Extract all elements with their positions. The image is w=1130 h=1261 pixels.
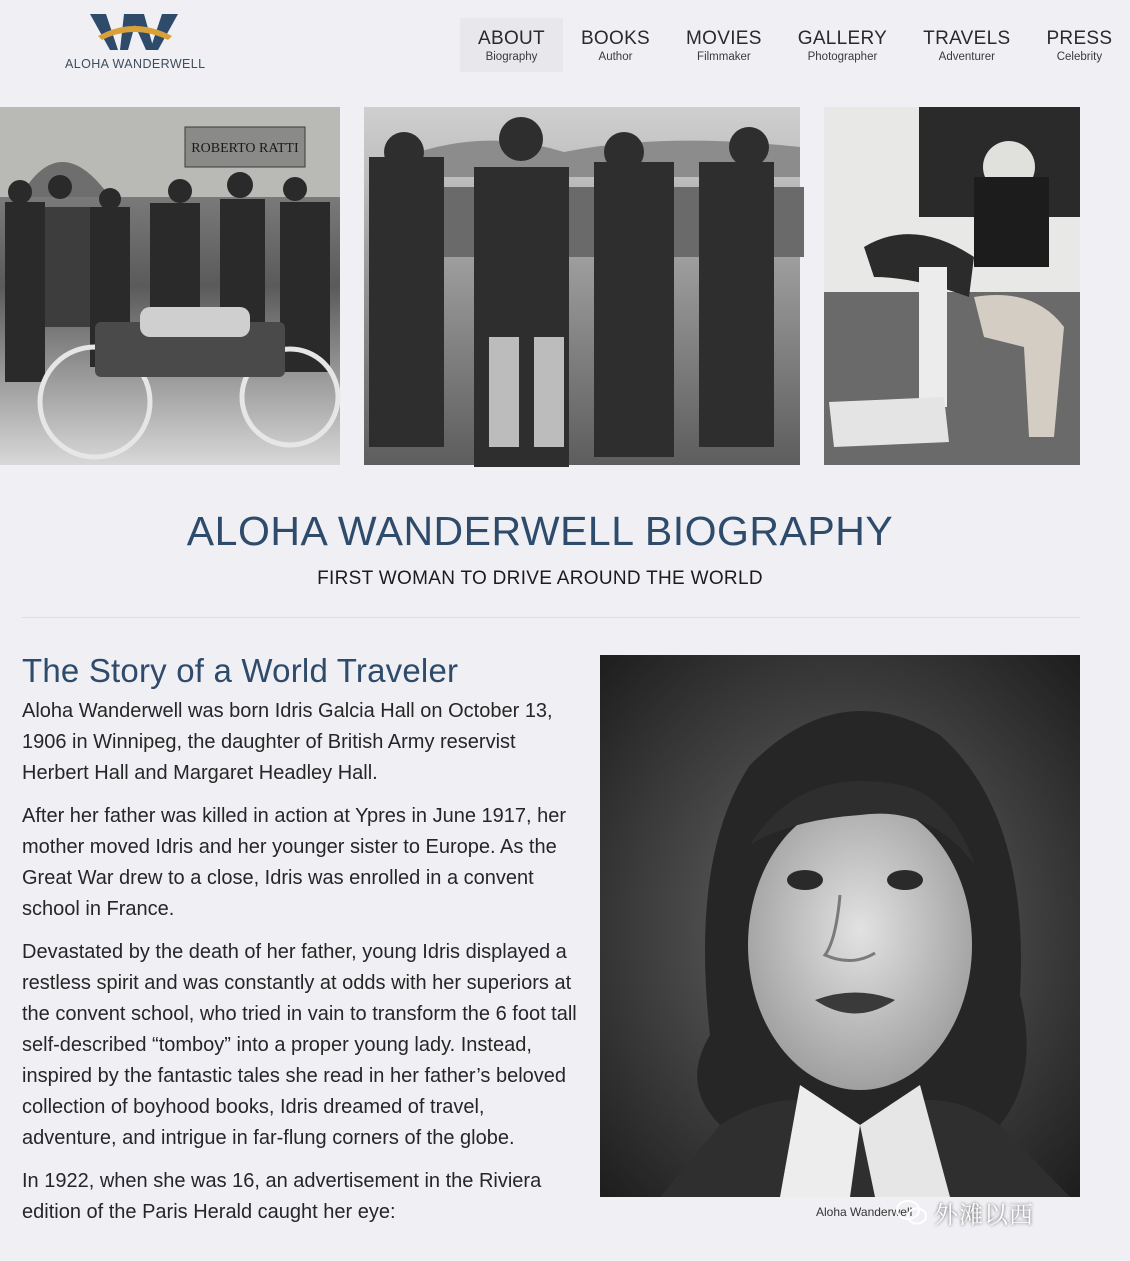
portrait-photo[interactable] [600,655,1080,1197]
nav-title: PRESS [1046,28,1113,49]
paragraph: After her father was killed in action at Ypres in June 1917, her mother moved Idris and her younger sister to Europe. As the Great War drew to a close, Idris was enrolled in a convent school in France. [22,805,567,920]
nav-title: ABOUT [478,28,545,49]
paragraph: In 1922, when she was 16, an advertisement in the Riviera edition of the Paris Herald caught her eye: [22,1170,542,1223]
paragraph: Aloha Wanderwell was born Idris Galcia Hall on October 13, 1906 in Winnipeg, the daughter of British Army reservist Herbert Hall and Margaret Headley Hall. [22,700,553,784]
watermark [896,1195,1034,1230]
nav-subtitle: Celebrity [1056,51,1103,63]
film-set-photo [824,107,1080,465]
aloha-portrait [600,655,1080,1197]
nav-item-movies[interactable] [668,18,780,72]
page-subtitle: FIRST WOMAN TO DRIVE AROUND THE WORLD [317,568,763,589]
main-nav [460,18,1130,72]
nav-title: BOOKS [580,28,651,49]
gallery-photo-motorcycle[interactable] [0,107,340,465]
paragraph: Devastated by the death of her father, young Idris displayed a restless spirit and was constantly at odds with her superiors at the convent school, who tried in vain to transform the 6 foot tall self-described “tomboy” into a proper young lady. Instead, inspired by the fantastic tales she read in her father’s beloved collection of boyhood books, Idris dreamed of travel, adventure, and intrigue in far-flung corners of the globe. [22,941,577,1149]
nav-subtitle: Photographer [807,51,878,63]
logo-text: ALOHA WANDERWELL [65,57,206,71]
shop-sign: ROBERTO RATTI [191,141,299,156]
nav-title: TRAVELS [923,28,1011,49]
nav-subtitle: Author [598,51,633,63]
site-logo[interactable] [60,10,210,75]
salute-photo [364,107,800,465]
nav-item-press[interactable] [1028,18,1130,72]
logo-w-icon [88,10,180,54]
story-heading: The Story of a World Traveler [22,652,459,689]
nav-item-books[interactable] [563,18,668,72]
nav-subtitle: Adventurer [938,51,995,63]
nav-item-about[interactable] [460,18,563,72]
biography-article [22,652,582,1240]
nav-subtitle: Biography [485,51,538,63]
nav-title: GALLERY [797,28,888,49]
nav-item-travels[interactable] [905,18,1028,72]
wechat-icon [896,1199,928,1227]
section-divider [22,617,1080,618]
nav-item-gallery[interactable] [780,18,905,72]
gallery-photo-film-set[interactable] [824,107,1080,465]
gallery-photo-salute[interactable] [364,107,800,465]
nav-title: MOVIES [686,28,762,49]
watermark-text: 外滩以西 [934,1202,1034,1229]
nav-subtitle: Filmmaker [697,51,751,63]
site-header [0,0,1113,105]
portrait-caption: Aloha Wanderwell [816,1205,913,1219]
page-title: ALOHA WANDERWELL BIOGRAPHY [186,508,894,554]
motorcycle-photo [0,107,340,465]
